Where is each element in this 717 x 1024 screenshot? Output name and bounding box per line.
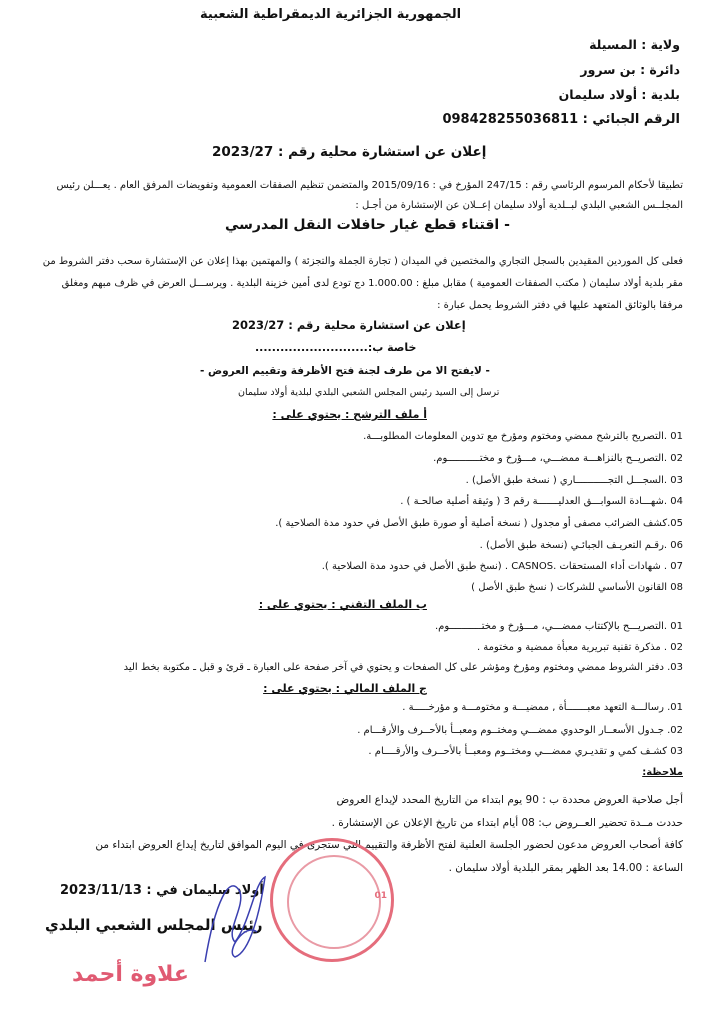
- envelope-send-to: ترسل إلى السيد رئيس المجلس الشعبي البلدي لبلدية أولاد سليمان: [238, 387, 500, 398]
- envelope-notice: - لايفتح الا من طرف لجنة فتح الأظرفة وتقييم العروض -: [200, 365, 490, 377]
- note-line: حددت مــدة تحضير العــروض ب: 08 أيام ابتداء من تاريخ الإعلان عن الإستشارة .: [331, 817, 683, 829]
- envelope-special: خاصة ب:...........................: [255, 341, 417, 354]
- republic-header: الجمهورية الجزائرية الديمقراطية الشعبية: [200, 7, 462, 22]
- wilaya: ولاية : المسيلة: [589, 37, 680, 52]
- section-item: 07 . شهادات أداء المستحقات .CASNOS . (نسخ طبق الأصل في حدود مدة الصلاحية ).: [321, 561, 683, 572]
- section-item: 01. رسالـــة التعهد معبـــــــأة , ممضيـــة و مختومـــة و مؤرخـــــة .: [402, 702, 683, 713]
- section-title: ب الملف التقني : يحتوي على :: [258, 598, 427, 611]
- body-line: مرفقا بالوثائق المتعهد عليها في دفتر الشروط يحمل عبارة :: [437, 300, 683, 311]
- intro-line: تطبيقا لأحكام المرسوم الرئاسي رقم : 247/15 المؤرخ في : 2015/09/16 والمتضمن تنظيم الصفقات العمومية وتفويضات المرفق العام . يعـــلن رئيس: [56, 180, 683, 191]
- section-item: 03 كشـف كمي و تقديـري ممضـــي ومختــوم ومعبــأ بالأحــرف والأرقــــام .: [368, 746, 683, 757]
- tax-id: الرقم الجبائي : 098428255036811: [442, 112, 680, 127]
- stamp-number: 01: [374, 891, 387, 901]
- section-item: 05.كشف الضرائب مصفى أو مجدول ( نسخة أصلية أو صورة طبق الأصل في حدود مدة الصلاحية ).: [275, 518, 683, 529]
- commune: بلدية : أولاد سليمان: [558, 87, 680, 102]
- note-line: الساعة : 14.00 بعد الظهر بمقر البلدية أولاد سليمان .: [448, 862, 683, 874]
- daira: دائرة : بن سرور: [580, 62, 680, 77]
- page-title: إعلان عن استشارة محلية رقم : 2023/27: [212, 144, 487, 160]
- section-item: 02. جـدول الأسعــار الوحدوي ممضـــي ومختــوم ومعبــأ بالأحــرف والأرقـــام .: [357, 725, 683, 736]
- handwritten-signature: [195, 862, 275, 972]
- body-line: مقر بلدية أولاد سليمان ( مكتب الصفقات العمومية ) مقابل مبلغ : 1.000.00 دج تودع لدى أمين خزينة البلدية . ويرســـل العرض في ظرف مبهم ومغلق: [61, 278, 683, 289]
- section-item: 02 . مذكرة تقنية تبريرية معبأة ممضية و مختومة .: [476, 642, 683, 653]
- section-item: 01 .التصريح بالترشح ممضي ومختوم ومؤرخ مع تدوين المعلومات المطلوبـــة.: [363, 431, 683, 442]
- intro-line: المجلــس الشعبي البلدي لبــلدية أولاد سليمان إعــلان عن الإستشارة من أجـل :: [355, 200, 683, 211]
- body-line: فعلى كل الموردين المقيدين بالسجل التجاري والمختصين في الميدان ( تجارة الجملة والتجزئة ) والمهتمين بهذا إعلان عن الإستشارة سحب دفتر الشروط من: [42, 256, 683, 267]
- section-item: 03. دفتر الشروط ممضي ومختوم ومؤرخ ومؤشر على كل الصفحات و يحتوي في آخر صفحة على العبارة ـ قرئ و قبل ـ مكتوبة بخط اليد: [123, 662, 683, 673]
- section-item: 04 .شهـــادة السوابـــق العدليـــــــة رقم 3 ( وثيقة أصلية صالحـة ) .: [400, 496, 683, 507]
- section-item: 06 .رقـم التعريـف الجبائـي (نسخة طبق الأصل) .: [479, 540, 683, 551]
- section-title: ج الملف المالي : يحتوي على :: [263, 682, 427, 695]
- subject: - اقتناء قطع غيار حافلات النقل المدرسي: [225, 217, 510, 233]
- signatory-name: علاوة أحمد: [72, 962, 189, 987]
- note-label: ملاحظة:: [642, 767, 683, 778]
- section-item: 03 .السجـــل التجـــــــــــاري ( نسخة طبق الأصل) .: [465, 475, 683, 486]
- place-date: أولاد سليمان في : 2023/11/13: [60, 883, 264, 898]
- note-line: كافة أصحاب العروض مدعون لحضور الجلسة العلنية لفتح الأظرفة والتقييم التي ستجرى في اليوم الموافق لتاريخ إيداع العروض ابتداء من: [95, 839, 683, 851]
- section-item: 08 القانون الأساسي للشركات ( نسخ طبق الأصل ): [471, 582, 683, 593]
- section-item: 01 .التصريـــح بالإكتتاب ممضـــي، مـــؤرخ و مختـــــــــــوم.: [434, 621, 683, 632]
- signatory-role: رئيس المجلس الشعبي البلدي: [45, 916, 263, 934]
- note-line: أجل صلاحية العروض محددة ب : 90 يوم ابتداء من التاريخ المحدد لإيداع العروض: [336, 794, 683, 806]
- section-title: أ ملف الترشح : يحتوي على :: [272, 408, 427, 421]
- section-item: 02 .التصريــح بالنزاهـــة ممضـــي، مـــؤرخ و مختـــــــــــوم.: [433, 453, 683, 464]
- official-stamp: [270, 838, 394, 962]
- envelope-title: إعلان عن استشارة محلية رقم : 2023/27: [232, 318, 466, 332]
